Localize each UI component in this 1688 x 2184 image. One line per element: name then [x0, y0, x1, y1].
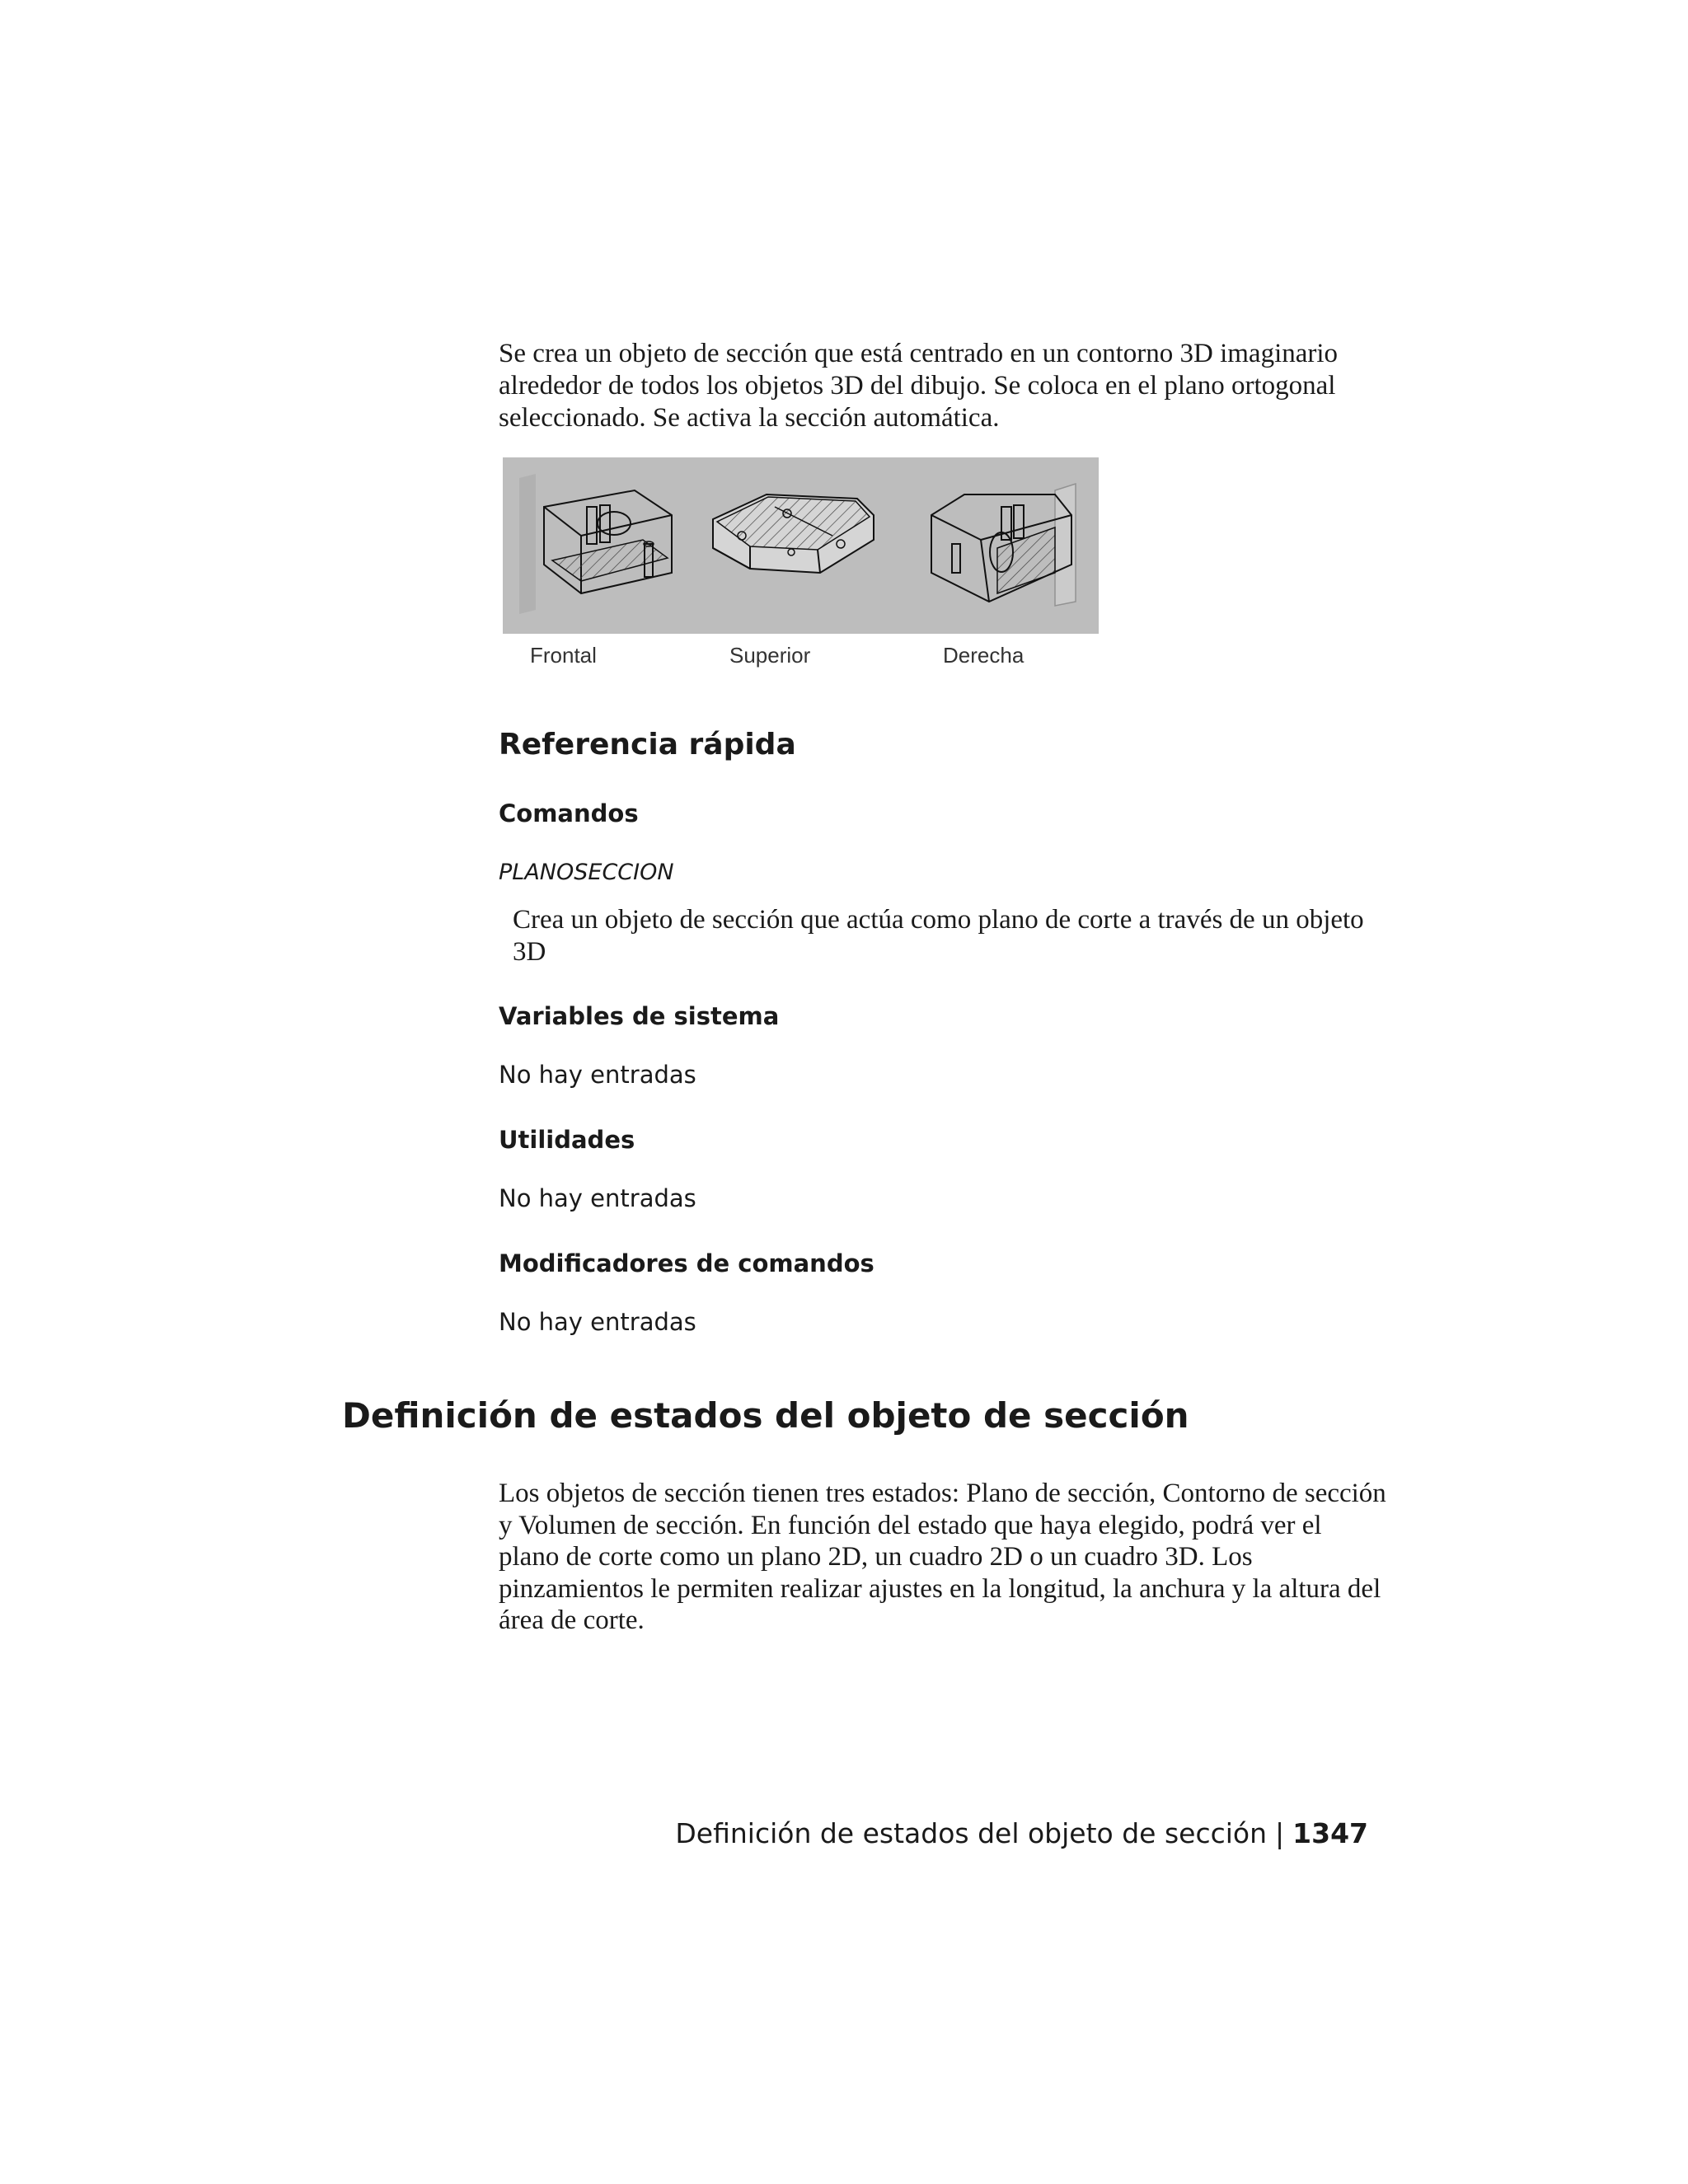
quick-reference-heading: Referencia rápida: [499, 728, 796, 762]
caption-superior: Superior: [729, 643, 811, 668]
derecha-view-drawing: [931, 484, 1076, 606]
frontal-view-drawing: [519, 474, 672, 614]
command-description: Crea un objeto de sección que actúa como plano de corte a través de un objeto 3D: [513, 905, 1364, 967]
superior-view-drawing: [713, 494, 874, 573]
section-views-drawing: [503, 457, 1099, 634]
system-variables-entry: No hay entradas: [499, 1061, 696, 1089]
commands-heading: Comandos: [499, 799, 639, 827]
utilities-heading: Utilidades: [499, 1126, 635, 1154]
intro-paragraph: Se crea un objeto de sección que está centrado en un contorno 3D imaginario alrededor de todos los objetos 3D del dibujo. Se coloca en el plano ortogonal seleccionado. Se activa la sección automática.: [499, 339, 1339, 433]
footer-separator: |: [1275, 1817, 1285, 1849]
section-views-illustration: [503, 457, 1099, 634]
page-footer: [675, 1817, 1368, 1849]
system-variables-heading: Variables de sistema: [499, 1002, 780, 1030]
command-modifiers-heading: Modificadores de comandos: [499, 1249, 874, 1277]
footer-running-title: Definición de estados del objeto de sección: [675, 1817, 1268, 1849]
caption-frontal: Frontal: [530, 643, 597, 668]
utilities-entry: No hay entradas: [499, 1184, 696, 1212]
page-number: 1347: [1292, 1817, 1368, 1849]
section-body-paragraph: Los objetos de sección tienen tres estados: Plano de sección, Contorno de sección y Volumen de sección. En función del estado que haya elegido, podrá ver el plano de corte como un plano 2D, un cuadro 2D o un cuadro 3D. Los pinzamientos le permiten realizar ajustes en la longitud, la anchura y la altura del área de corte.: [499, 1479, 1386, 1635]
caption-derecha: Derecha: [943, 643, 1025, 668]
section-heading: Definición de estados del objeto de sección: [342, 1395, 1189, 1436]
command-modifiers-entry: No hay entradas: [499, 1308, 696, 1336]
command-name: PLANOSECCION: [499, 860, 674, 885]
section-views-figure: [503, 457, 1100, 680]
